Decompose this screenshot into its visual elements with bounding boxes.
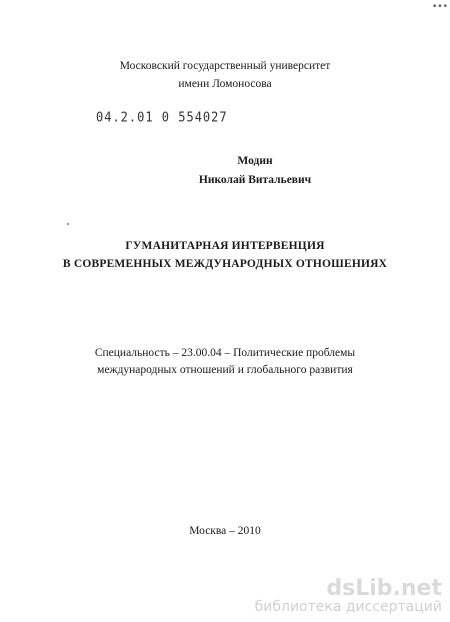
watermark-logo: dsLib.net bbox=[326, 576, 442, 601]
library-stamp-code: 04.2.01 0 554027 bbox=[96, 109, 228, 125]
city-year: Москва – 2010 bbox=[189, 525, 261, 537]
author-name: Николай Витальевич bbox=[198, 174, 312, 186]
university-line-2: имени Ломоносова bbox=[178, 78, 272, 90]
specialty-line-1: Специальность – 23.00.04 – Политические проблемы bbox=[94, 347, 356, 359]
author-surname: Модин bbox=[237, 155, 273, 167]
thesis-title-line-1: ГУМАНИТАРНАЯ ИНТЕРВЕНЦИЯ bbox=[125, 240, 325, 252]
thesis-title-line-2: В СОВРЕМЕННЫХ МЕЖДУНАРОДНЫХ ОТНОШЕНИЯХ bbox=[62, 258, 388, 270]
stray-dot bbox=[67, 223, 69, 225]
corner-mark: ••• bbox=[432, 2, 448, 12]
university-line-1: Московский государственный университет bbox=[119, 60, 331, 72]
specialty-line-2: международных отношений и глобального развития bbox=[97, 364, 353, 376]
watermark-subtitle: библиотека диссертаций bbox=[254, 599, 442, 615]
